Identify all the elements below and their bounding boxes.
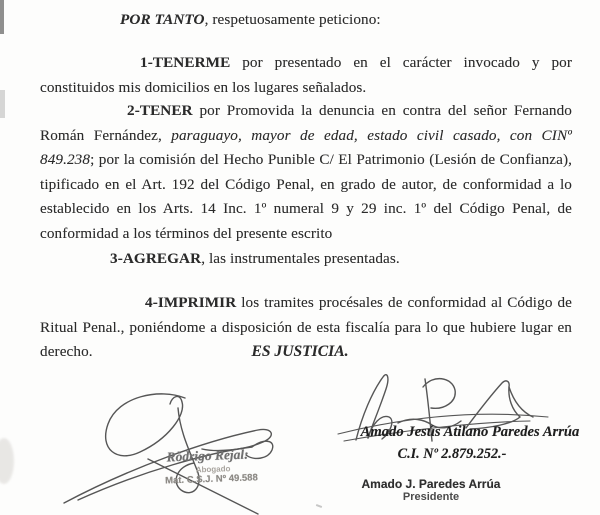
petition-1-lead: 1-TENERME bbox=[140, 54, 231, 71]
petition-3-text: , las instrumentales presentadas. bbox=[201, 250, 400, 267]
petition-4-text: los tramites procésales de conformidad al Código de Ritual Penal., poniéndome a disposición de esta fiscalía para lo que hubiere lugar en derecho. bbox=[40, 294, 572, 361]
intro-line bbox=[40, 8, 572, 33]
petition-2-text-italic: paraguayo, mayor de edad, estado civil casado, con CINº 849.238 bbox=[40, 126, 572, 169]
lawyer-stamp bbox=[142, 447, 273, 487]
petition-item-2 bbox=[40, 99, 572, 247]
lawyer-stamp-registration: Mat. C.S.J. Nº 49.588 bbox=[164, 471, 258, 487]
intro-lead: POR TANTO bbox=[120, 11, 205, 28]
complainant-name: Amado Jesús Atilano Paredes Arrúa bbox=[360, 424, 580, 440]
petition-2-text-b: ; por la comisión del Hecho Punible C/ El Patrimonio (Lesión de Confianza), tipificado en el Art. 192 del Código Penal, en grado de autor, de conformidad a lo establecido en los Arts. 14 Inc. 1º numeral 9 y 29 inc. 1º del Código Penal, de conformidad a los términos del presente escrito bbox=[40, 151, 572, 242]
closing-formula: ES JUSTICIA. bbox=[251, 343, 349, 360]
petition-3-lead: 3-AGREGAR bbox=[110, 250, 202, 267]
complainant-signature-block bbox=[335, 425, 600, 461]
scan-artifact-edge-top bbox=[0, 0, 4, 34]
petition-item-3 bbox=[40, 247, 572, 272]
scan-artifact-smudge bbox=[0, 438, 14, 484]
president-stamp bbox=[356, 478, 506, 503]
president-stamp-title: Presidente bbox=[402, 491, 460, 503]
scan-artifact-edge-mid bbox=[0, 90, 5, 118]
intro-rest: , respetuosamente peticiono: bbox=[204, 11, 381, 28]
petition-2-text-a: por Promovida la denuncia en contra del señor Fernando Román Fernández, bbox=[40, 102, 572, 144]
president-stamp-name: Amado J. Paredes Arrúa bbox=[361, 477, 501, 491]
lawyer-stamp-title: Abogado bbox=[195, 463, 231, 474]
scan-artifact-tick bbox=[316, 504, 322, 508]
petition-4-lead: 4-IMPRIMIR bbox=[145, 294, 237, 311]
petition-1-text: por presentado en el carácter invocado y por constituidos mis domicilios en los lugares señalados. bbox=[40, 54, 572, 96]
petition-2-lead: 2-TENER bbox=[127, 102, 193, 119]
petition-item-1 bbox=[40, 51, 572, 100]
complainant-id-number: C.I. Nº 2.879.252.- bbox=[397, 445, 507, 462]
lawyer-stamp-name: Ròdrigo Rejal: bbox=[166, 446, 249, 465]
